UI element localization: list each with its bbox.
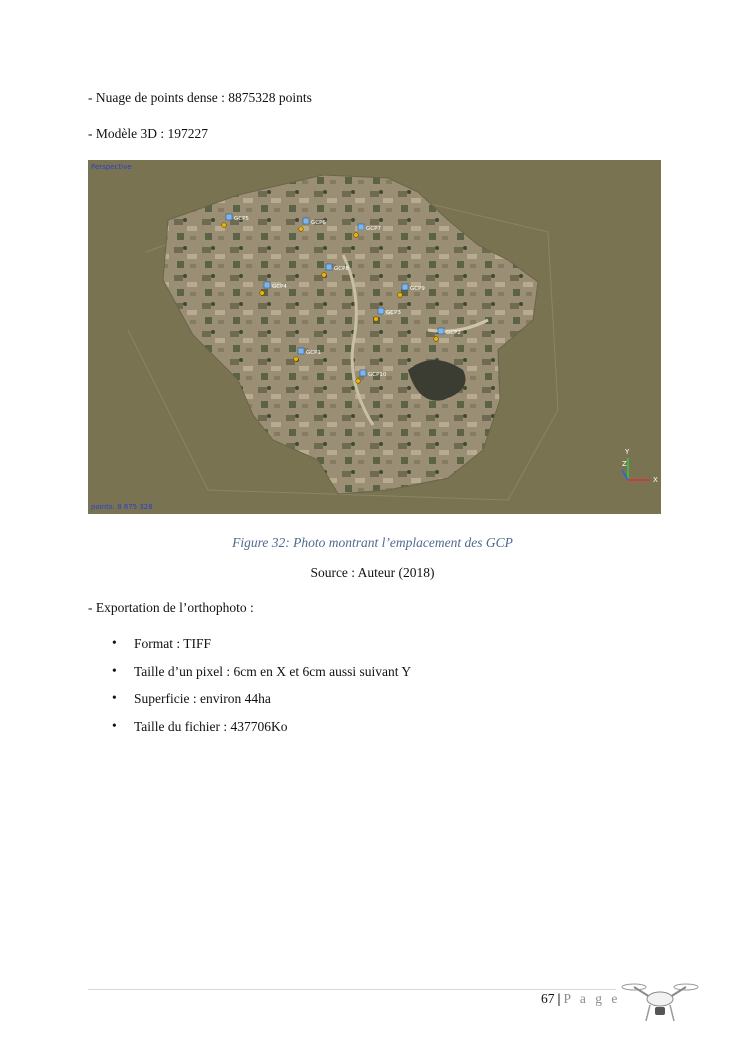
gcp-point-icon bbox=[294, 357, 299, 362]
gcp-point-icon bbox=[398, 293, 403, 298]
gcp-flag-icon bbox=[402, 284, 408, 290]
points-count-label: points: 8 875 328 bbox=[91, 503, 153, 511]
export-line: - Exportation de l’orthophoto : bbox=[88, 600, 254, 615]
gcp-point-icon bbox=[322, 273, 327, 278]
footer-divider bbox=[88, 989, 616, 990]
gcp-flag-icon bbox=[358, 224, 364, 230]
bullet-icon: • bbox=[112, 717, 117, 733]
axis-y-label: Y bbox=[625, 448, 630, 456]
gcp-point-icon bbox=[260, 291, 265, 296]
terrain-mesh bbox=[163, 175, 538, 494]
perspective-label: Perspective bbox=[91, 163, 132, 171]
gcp-label: GCP5 bbox=[234, 216, 249, 222]
axis-x-label: X bbox=[653, 476, 658, 484]
gcp-flag-icon bbox=[360, 370, 366, 376]
page-footer bbox=[541, 991, 620, 1007]
drone-icon bbox=[620, 975, 700, 1027]
gcp-label: GCP3 bbox=[386, 310, 401, 316]
gcp-flag-icon bbox=[438, 328, 444, 334]
axis-gizmo bbox=[622, 448, 658, 484]
gcp-label: GCP7 bbox=[366, 226, 381, 232]
figure-source: Source : Auteur (2018) bbox=[310, 565, 435, 580]
list-item bbox=[112, 664, 411, 692]
gcp-label: GCP1 bbox=[306, 350, 321, 356]
bullet-icon: • bbox=[112, 690, 117, 705]
photogrammetry-view bbox=[88, 160, 661, 514]
page-word: P a g e bbox=[563, 991, 621, 1006]
gcp-flag-icon bbox=[378, 308, 384, 314]
gcp-label: GCP4 bbox=[272, 284, 287, 290]
list-item bbox=[112, 636, 411, 664]
dense-cloud-line: - Nuage de points dense : 8875328 points bbox=[88, 90, 312, 105]
figure-caption: Figure 32: Photo montrant l’emplacement des GCP bbox=[232, 535, 513, 550]
bullet-icon: • bbox=[112, 635, 117, 650]
gcp-point-icon bbox=[434, 337, 439, 342]
gcp-point-icon bbox=[299, 227, 304, 232]
bullet-icon: • bbox=[112, 662, 117, 678]
gcp-label: GCP8 bbox=[334, 266, 349, 272]
list-item bbox=[112, 691, 411, 719]
list-item-text: Superficie : environ 44ha bbox=[134, 691, 271, 706]
gcp-label: GCP6 bbox=[311, 220, 326, 226]
list-item bbox=[112, 719, 411, 747]
gcp-figure bbox=[88, 160, 661, 514]
gcp-point-icon bbox=[356, 379, 361, 384]
gcp-label: GCP10 bbox=[368, 372, 387, 378]
list-item-text: Taille d’un pixel : 6cm en X et 6cm aussi suivant Y bbox=[134, 663, 412, 679]
gcp-flag-icon bbox=[298, 348, 304, 354]
axis-z-label: Z bbox=[622, 460, 627, 468]
gcp-flag-icon bbox=[226, 214, 232, 220]
gcp-label: GCP9 bbox=[410, 286, 425, 292]
export-spec-list bbox=[112, 636, 411, 746]
gcp-flag-icon bbox=[303, 218, 309, 224]
gcp-label: GCP2 bbox=[446, 330, 461, 336]
list-item-text: Format : TIFF bbox=[134, 636, 212, 651]
gcp-point-icon bbox=[374, 317, 379, 322]
list-item-text: Taille du fichier : 437706Ko bbox=[134, 718, 288, 734]
gcp-point-icon bbox=[222, 223, 227, 228]
gcp-flag-icon bbox=[326, 264, 332, 270]
page-number: 67 bbox=[541, 991, 555, 1006]
gcp-flag-icon bbox=[264, 282, 270, 288]
model-3d-line: - Modèle 3D : 197227 bbox=[88, 126, 208, 141]
footer-separator: | bbox=[557, 991, 561, 1006]
gcp-point-icon bbox=[354, 233, 359, 238]
